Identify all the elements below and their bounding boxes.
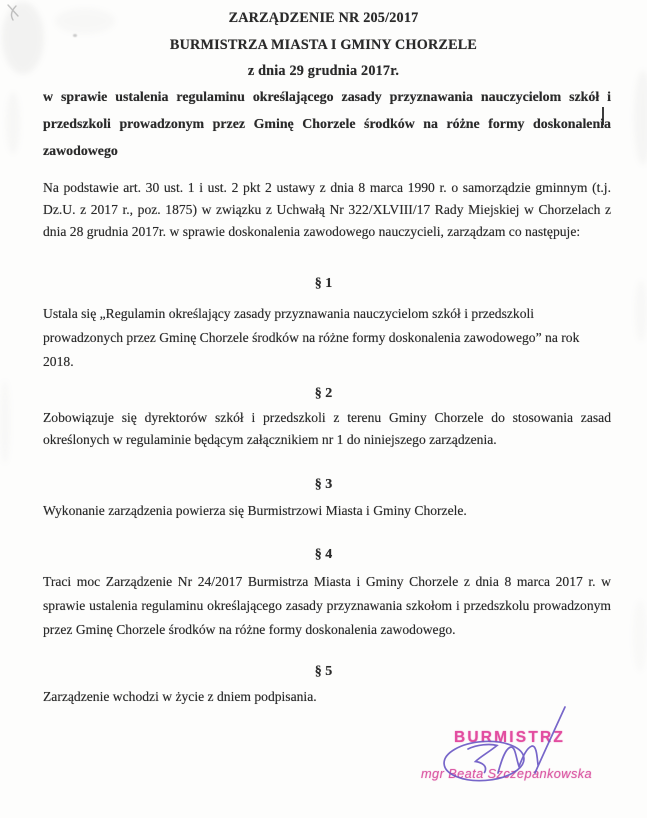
stamp-signer-name: mgr Beata Szczepankowska [421, 766, 593, 781]
section-2-header: § 2 [314, 386, 333, 401]
section-3-text: Wykonanie zarządzenia powierza się Burmistrzowi Miasta i Gminy Chorzele. [43, 503, 467, 518]
scan-smudge [6, 92, 20, 154]
document-title-number: ZARZĄDZENIE NR 205/2017 [228, 10, 419, 26]
document-subject: w sprawie ustalenia regulaminu określającego zasady przyznawania nauczycielom szkół i przedszkoli prowadzonym przez Gminę Chorzele środków na różne formy doskonalenia zawodowego [43, 90, 611, 159]
section-1-text: Ustala się „Regulamin określający zasady przyznawania nauczycielom szkół i przedszkoli prowadzonych przez Gminę Chorzele środków na różne formy doskonalenia zawodowego” na rok 2018. [43, 306, 580, 369]
section-2-text: Zobowiązuje się dyrektorów szkół i przedszkoli z terenu Gminy Chorzele do stosowania zasad określonych w regulaminie będącym załącznikiem nr 1 do niniejszego zarządzenia. [43, 410, 611, 447]
signature-block [405, 700, 617, 802]
document-title-date: z dnia 29 grudnia 2017r. [247, 63, 400, 79]
section-3-header: § 3 [314, 477, 333, 492]
section-5-text: Zarządzenie wchodzi w życie z dniem podpisania. [43, 689, 317, 704]
handwritten-signature-icon [405, 700, 617, 802]
section-5-header: § 5 [314, 664, 333, 679]
scan-smudge [633, 600, 647, 672]
document-preamble: Na podstawie art. 30 ust. 1 i ust. 2 pkt 2 ustawy z dnia 8 marca 1990 r. o samorządzie gminnym (t.j. Dz.U. z 2017 r., poz. 1875) w związku z Uchwałą Nr 322/XLVIII/17 Rady Miejskiej w Chorzelach z dnia 28 grudnia 2017r. w sprawie doskonalenia zawodowego nauczycieli, zarządzam co następuje: [43, 180, 611, 239]
stamp-role-text: BURMISTRZ [454, 729, 566, 746]
scan-smudge [634, 70, 647, 165]
document-title-authority: BURMISTRZA MIASTA I GMINY CHORZELE [169, 37, 478, 53]
section-4-header: § 4 [314, 547, 333, 562]
section-1-header: § 1 [314, 276, 333, 291]
section-4-text: Traci moc Zarządzenie Nr 24/2017 Burmistrza Miasta i Gminy Chorzele z dnia 8 marca 2017 r. w sprawie ustalenia regulaminu określającego zasady przyznawania szkołom i przedszkolu prowadzonym przez Gminę Chorzele środków na różne formy doskonalenia zawodowego. [43, 574, 611, 637]
